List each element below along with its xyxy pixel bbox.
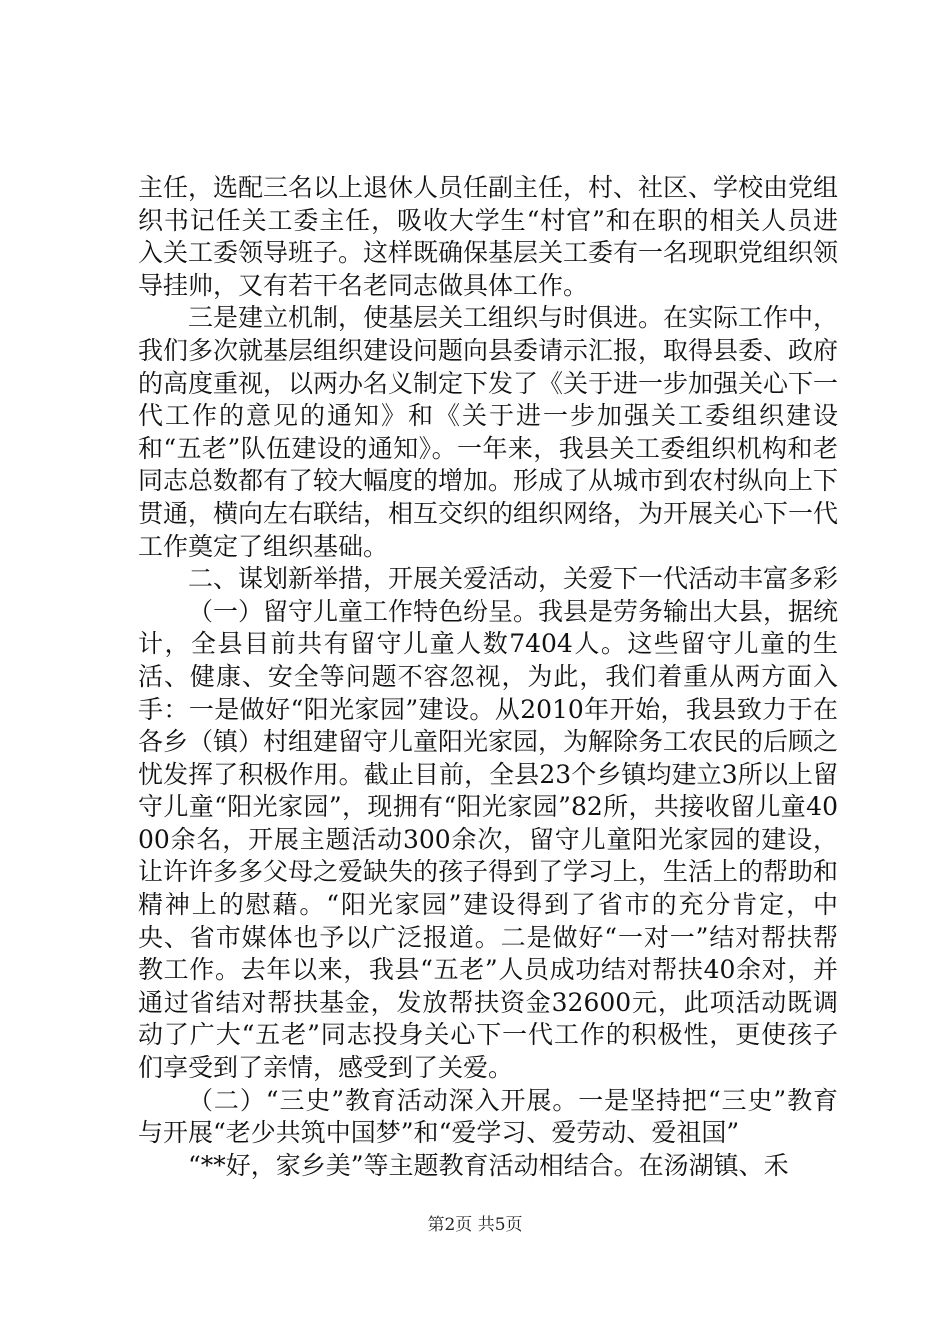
paragraph-5: （二）“三史”教育活动深入开展。一是坚持把“三史”教育与开展“老少共筑中国梦”和“爱学习、爱劳动、爱祖国” <box>138 1085 838 1148</box>
document-body <box>138 172 838 1182</box>
paragraph-4: （一）留守儿童工作特色纷呈。我县是劳务输出大县，据统计，全县目前共有留守儿童人数7404人。这些留守儿童的生活、健康、安全等问题不容忽视，为此，我们着重从两方面入手：一是做好“阳光家园”建设。从2010年开始，我县致力于在各乡（镇）村组建留守儿童阳光家园，为解除务工农民的后顾之忧发挥了积极作用。截止目前，全县23个乡镇均建立3所以上留守儿童“阳光家园”，现拥有“阳光家园”82所，共接收留儿童4000余名，开展主题活动300余次，留守儿童阳光家园的建设，让许许多多父母之爱缺失的孩子得到了学习上，生活上的帮助和精神上的慰藉。“阳光家园”建设得到了省市的充分肯定，中央、省市媒体也予以广泛报道。二是做好“一对一”结对帮扶帮教工作。去年以来，我县“五老”人员成功结对帮扶40余对，并通过省结对帮扶基金，发放帮扶资金32600元，此项活动既调动了广大“五老”同志投身关心下一代工作的积极性，更使孩子们享受到了亲情，感受到了关爱。 <box>138 596 839 1083</box>
page-number-footer: 第2页 共5页 <box>427 1215 523 1235</box>
paragraph-1: 主任，选配三名以上退休人员任副主任，村、社区、学校由党组织书记任关工委主任，吸收大学生“村官”和在职的相关人员进入关工委领导班子。这样既确保基层关工委有一名现职党组织领导挂帅，又有若干名老同志做具体工作。 <box>138 173 839 300</box>
paragraph-3-section-heading: 二、谋划新举措，开展关爱活动，关爱下一代活动丰富多彩 <box>188 564 839 594</box>
paragraph-2: 三是建立机制，使基层关工组织与时俱进。在实际工作中，我们多次就基层组织建设问题向县委请示汇报，取得县委、政府的高度重视，以两办名义制定下发了《关于进一步加强关心下一代工作的意见的通知》和《关于进一步加强关工委组织建设和“五老”队伍建设的通知》。一年来，我县关工委组织机构和老同志总数都有了较大幅度的增加。形成了从城市到农村纵向上下贯通，横向左右联结，相互交织的组织网络，为开展关心下一代工作奠定了组织基础。 <box>138 303 839 561</box>
paragraph-6: “**好，家乡美”等主题教育活动相结合。在汤湖镇、禾 <box>188 1150 789 1180</box>
